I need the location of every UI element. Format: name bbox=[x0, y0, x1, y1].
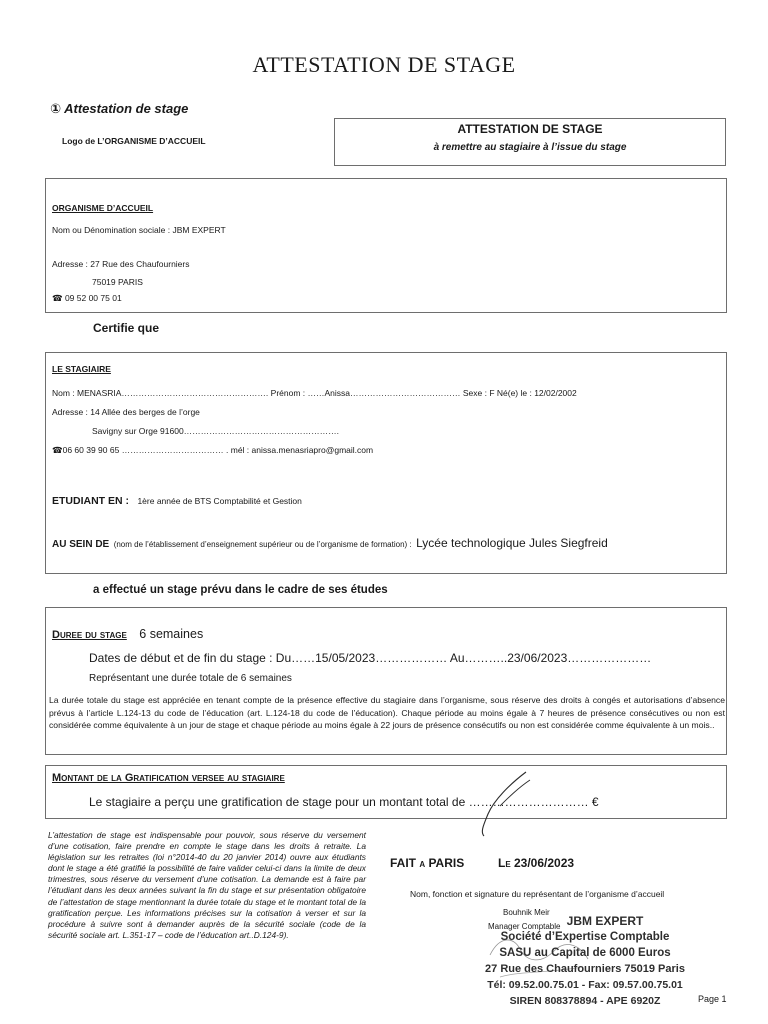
page-number: Page 1 bbox=[698, 994, 727, 1004]
etudiant-line bbox=[52, 491, 302, 509]
stamp-line-5: Tél: 09.52.00.75.01 - Fax: 09.57.00.75.01 bbox=[487, 979, 683, 991]
duree-total: Représentant une durée totale de 6 semaines bbox=[89, 673, 292, 684]
stagiaire-box bbox=[45, 352, 727, 574]
duree-dates: Dates de début et de fin du stage : Du……15/05/2023……………… Au………..23/06/2023………………… bbox=[89, 651, 652, 665]
stamp-line-4: 27 Rue des Chaufourniers 75019 Paris bbox=[485, 963, 685, 975]
signer-name: Bouhnik Meir bbox=[503, 908, 550, 917]
gratification-heading: Montant de la Gratification versee au stagiaire bbox=[52, 772, 285, 784]
stagiaire-identity: Nom : MENASRIA……………………………………………. Prénom : ……Anissa………………………………… Sexe : F Né(e) le : 12/02/2002 bbox=[52, 388, 577, 398]
stage-intro: a effectué un stage prévu dans le cadre de ses études bbox=[93, 584, 388, 596]
document-title: ATTESTATION DE STAGE bbox=[252, 52, 516, 77]
au-sein-label: AU SEIN DE bbox=[52, 539, 110, 550]
certifie-label: Certifie que bbox=[93, 321, 160, 335]
footer-note: L’attestation de stage est indispensable pour pouvoir, sous réserve du versement d’une cotisation, faire prendre en compte le stage dans les droits à retraite. La législation sur les retraites (loi n°2014-40 du 20 janvier 2014) ouvre aux étudiants dont le stage a été gratifié la possibilité de faire valider celui-ci dans la limite de deux trimestres, sous réserve du versement d’une cotisation. La demande est à faire par l’étudiant dans les deux années suivant la fin du stage et sur présentation obligatoire de l’attestation de stage mentionnant la durée totale du stage et le montant total de la gratification perçue. Les informations précises sur la cotisation à verser et sur la procédure à suivre sont à demander auprès de la sécurité sociale (code de la sécurité sociale art. L.351-17 – code de l’éducation art..D.124-9). bbox=[48, 830, 366, 940]
fait-a-label: FAIT a PARIS bbox=[390, 856, 465, 870]
signature-caption: Nom, fonction et signature du représentant de l’organisme d’accueil bbox=[410, 889, 665, 899]
signer-role: Manager Comptable bbox=[488, 922, 561, 931]
gratification-line: Le stagiaire a perçu une gratification de stage pour un montant total de ………………………… € bbox=[89, 795, 599, 809]
stagiaire-heading: LE STAGIAIRE bbox=[52, 364, 111, 374]
stamp-line-3: SASU au Capital de 6000 Euros bbox=[499, 947, 671, 959]
organisme-address-1: Adresse : 27 Rue des Chaufourniers bbox=[52, 259, 190, 269]
organisme-box bbox=[45, 178, 727, 313]
organisme-heading: ORGANISME D’ACCUEIL bbox=[52, 203, 154, 213]
etudiant-label: ETUDIANT EN : bbox=[52, 495, 129, 507]
etudiant-value: 1ère année de BTS Comptabilité et Gestion bbox=[137, 496, 302, 506]
duree-box bbox=[45, 607, 727, 755]
au-sein-line bbox=[52, 534, 608, 552]
stamp-line-2: Société d’Expertise Comptable bbox=[500, 931, 670, 943]
pen-stroke-mark bbox=[470, 770, 550, 840]
stamp-line-6: SIREN 808378894 - APE 6920Z bbox=[509, 995, 661, 1007]
logo-label bbox=[62, 136, 206, 146]
signature-date: Le 23/06/2023 bbox=[498, 856, 575, 870]
stagiaire-address-1: Adresse : 14 Allée des berges de l’orge bbox=[52, 407, 200, 417]
stagiaire-address-2: Savigny sur Orge 91600………………………………………………. bbox=[92, 426, 340, 436]
header-box-subtitle: à remettre au stagiaire à l’issue du stage bbox=[433, 142, 627, 153]
organisme-phone: ☎ 09 52 00 75 01 bbox=[52, 293, 122, 303]
header-box-title: ATTESTATION DE STAGE bbox=[457, 122, 603, 136]
gratification-box bbox=[45, 765, 727, 819]
organisme-address-2: 75019 PARIS bbox=[92, 277, 143, 287]
duree-note: La durée totale du stage est appréciée en tenant compte de la présence effective du stagiaire dans l’organisme, sous réserve des droits à congés et autorisations d’absence prévus à l’article L.124-13 du code de l’éducation (art. L.124-18 du code de l’éducation). Chaque période au moins égale à 7 heures de présence consécutives ou non est considérée comme équivalente à un jour de stage et chaque période au moins égale à 22 jours de présence consécutifs ou non est considérée comme équivalente à un mois.. bbox=[49, 695, 725, 731]
au-sein-value: Lycée technologique Jules Siegfreid bbox=[416, 536, 608, 550]
handwritten-signature bbox=[470, 915, 630, 995]
duree-value: 6 semaines bbox=[139, 627, 204, 641]
stagiaire-contact: ☎06 60 39 90 65 ……………………………… . mél : anissa.menasriapro@gmail.com bbox=[52, 445, 374, 455]
duree-heading-line bbox=[52, 625, 203, 643]
header-box bbox=[334, 118, 726, 166]
au-sein-paren: (nom de l’établissement d’enseignement supérieur ou de l’organisme de formation) : bbox=[113, 540, 412, 549]
stamp-line-1: JBM EXPERT bbox=[566, 914, 644, 928]
logo-label-text: Logo de L’ORGANISME D’ACCUEIL bbox=[62, 136, 206, 146]
organisme-name: Nom ou Dénomination sociale : JBM EXPERT bbox=[52, 225, 226, 235]
duree-heading: Duree du stage bbox=[52, 629, 127, 641]
section-label: ① Attestation de stage bbox=[50, 101, 189, 116]
